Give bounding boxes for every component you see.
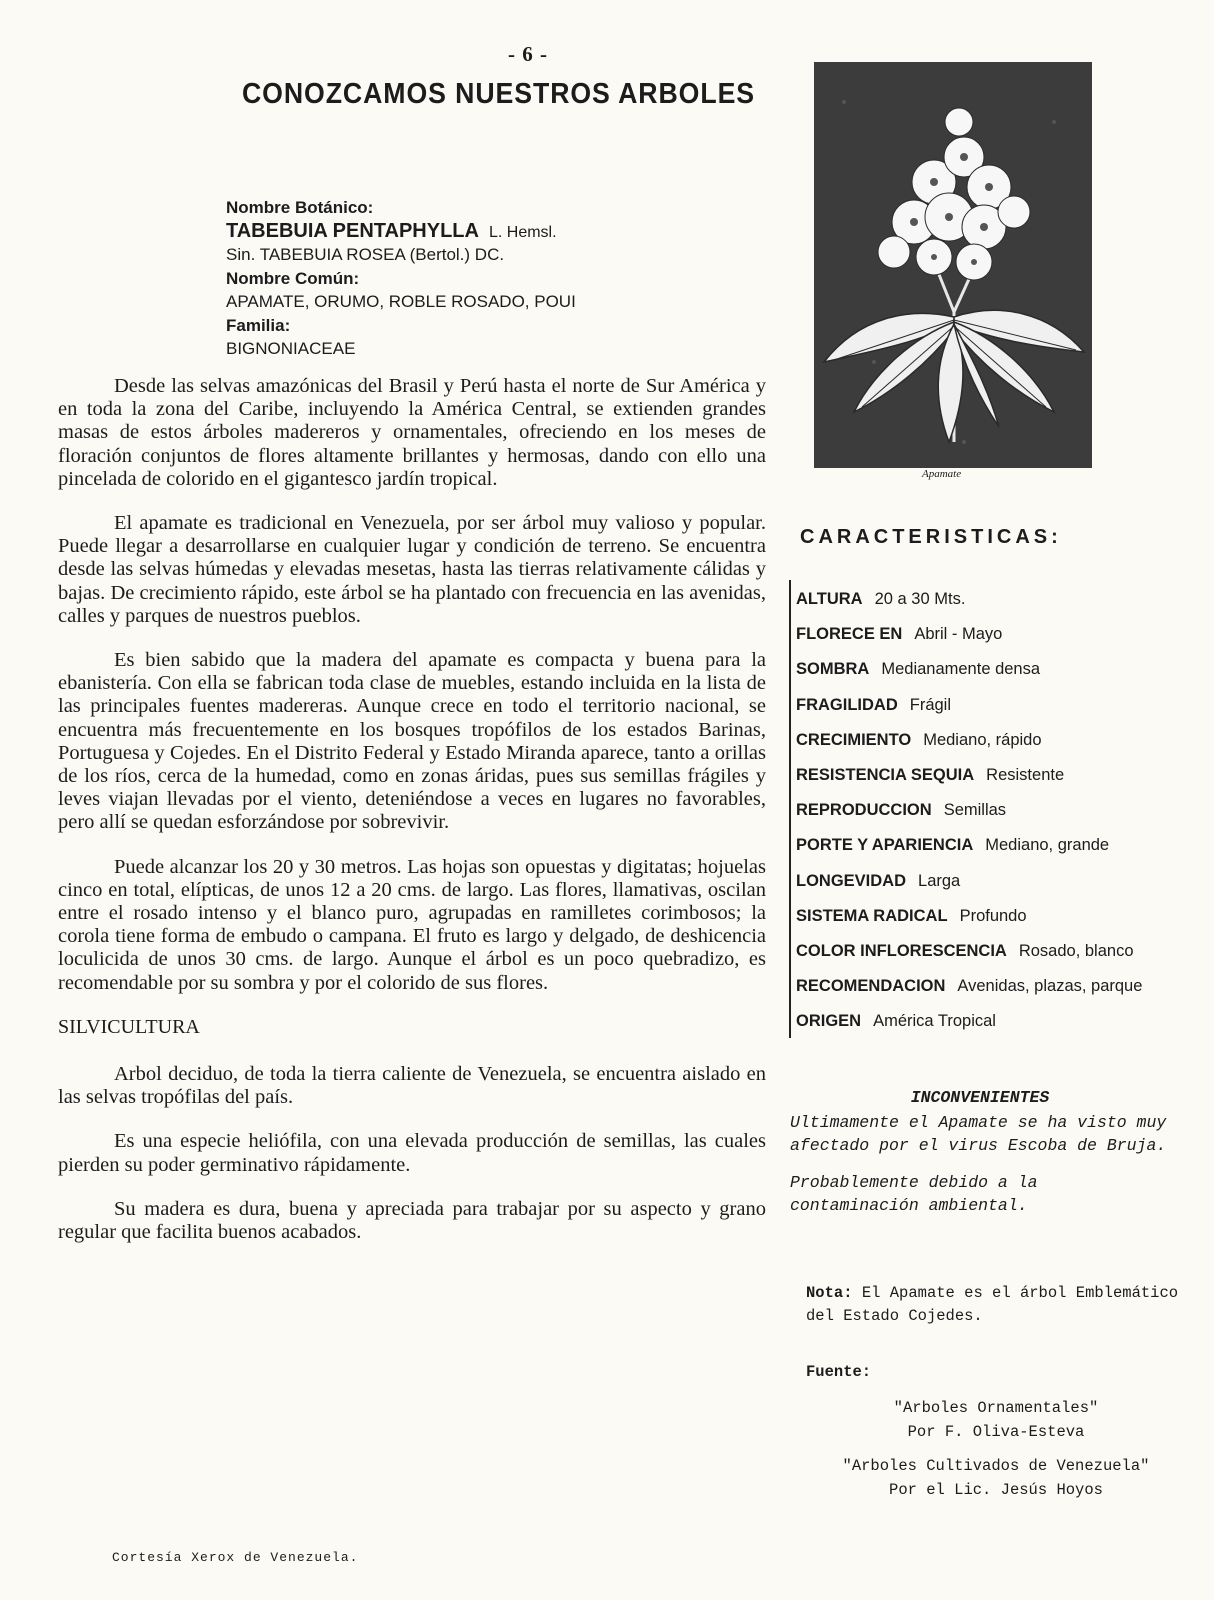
- inconvenientes-box: [790, 1086, 1170, 1231]
- source-title: "Arboles Ornamentales": [893, 1399, 1099, 1417]
- characteristic-key: LONGEVIDAD: [796, 871, 907, 890]
- characteristics-list: [796, 590, 1214, 1047]
- page-title: CONOZCAMOS NUESTROS ARBOLES: [242, 78, 756, 110]
- botanical-name-label: Nombre Botánico:: [226, 198, 374, 217]
- characteristic-row: [796, 801, 1214, 836]
- characteristic-value: Frágil: [909, 695, 952, 714]
- characteristic-value: Abril - Mayo: [914, 625, 1003, 644]
- page-number: - 6 -: [508, 42, 548, 66]
- characteristic-key: RECOMENDACION: [796, 977, 946, 996]
- characteristic-key: SISTEMA RADICAL: [796, 906, 948, 925]
- characteristic-value: Medianamente densa: [881, 660, 1041, 679]
- paragraph: Puede alcanzar los 20 y 30 metros. Las hojas son opuestas y digitatas; hojuelas cinco en total, elípticas, de unos 12 a 20 cms. de largo. Las flores, llamativas, oscilan entre el rosado intenso y el blanco puro, agrupadas en ramilletes corimbosos; la corola tiene forma de embudo o campana. El fruto es largo y delgado, de deshicencia loculicida de unos 30 cms. de largo. Aunque el árbol es un poco quebradizo, es recomendable por su sombra y por el colorido de sus flores.: [58, 855, 766, 994]
- characteristic-value: Avenidas, plazas, parque: [957, 977, 1143, 996]
- paragraph: Es bien sabido que la madera del apamate es compacta y buena para la ebanistería. Con ella se fabrican toda clase de muebles, estando incluida en la lista de las principales fuentes madereras. Aunque crece en todo el territorio nacional, se encuentra más frecuentemente en los bosques tropófilos de los estados Barinas, Portuguesa y Cojedes. En el Distrito Federal y Estado Miranda aparece, tanto a orillas de los ríos, cerca de la humedad, como en zonas áridas, pues sus semillas frágiles y leves viajan llevadas por el viento, deteniéndose a veces en lugares no favorables, pero allí se quedan esforzándose por sobrevivir.: [58, 649, 766, 834]
- characteristic-row: [796, 836, 1214, 871]
- characteristic-row: [796, 625, 1214, 660]
- characteristic-key: COLOR INFLORESCENCIA: [796, 941, 1007, 960]
- characteristic-value: Rosado, blanco: [1018, 941, 1134, 960]
- paragraph: Arbol deciduo, de toda la tierra caliente de Venezuela, se encuentra aislado en las selvas tropófilas del país.: [58, 1063, 766, 1109]
- characteristic-value: Larga: [918, 871, 961, 890]
- characteristic-key: REPRODUCCION: [796, 801, 932, 820]
- characteristic-row: [796, 977, 1214, 1012]
- synonym: Sin. TABEBUIA ROSEA (Bertol.) DC.: [226, 245, 505, 264]
- fuente-box: [806, 1360, 1186, 1502]
- scientific-name: TABEBUIA PENTAPHYLLA: [226, 220, 479, 242]
- scientific-author: L. Hemsl.: [488, 224, 557, 241]
- characteristic-row: [796, 766, 1214, 801]
- characteristic-row: [796, 942, 1214, 977]
- botanical-info: [226, 196, 786, 361]
- page-footer: Cortesía Xerox de Venezuela.: [112, 1550, 359, 1565]
- characteristic-key: FRAGILIDAD: [796, 695, 898, 714]
- common-names: APAMATE, ORUMO, ROBLE ROSADO, POUI: [226, 292, 576, 311]
- characteristic-row: [796, 590, 1214, 625]
- characteristic-value: 20 a 30 Mts.: [874, 590, 966, 608]
- characteristics-divider: [789, 580, 791, 1038]
- source-author: Por F. Oliva-Esteva: [907, 1423, 1085, 1441]
- source-author: Por el Lic. Jesús Hoyos: [889, 1481, 1103, 1499]
- flower-branch-drawing: [814, 62, 1092, 468]
- paragraph: Su madera es dura, buena y apreciada para trabajar por su aspecto y grano regular que facilita buenos acabados.: [58, 1197, 766, 1244]
- paragraph: Es una especie heliófila, con una elevada producción de semillas, las cuales pierden su poder germinativo rápidamente.: [58, 1130, 766, 1176]
- characteristic-key: PORTE Y APARIENCIA: [796, 836, 974, 855]
- characteristic-key: ALTURA: [796, 590, 863, 608]
- article-body: [58, 375, 766, 1265]
- paragraph: Desde las selvas amazónicas del Brasil y Perú hasta el norte de Sur América y en toda la zona del Caribe, incluyendo la América Central, se extienden grandes masas de estos árboles madereros y ornamentales, ofreciendo en los meses de floración conjuntos de flores altamente brillantes y hermosas, dando con ello una pincelada de colorido en el gigantesco jardín tropical.: [58, 375, 766, 490]
- section-heading-silvicultura: SILVICULTURA: [58, 1015, 200, 1038]
- characteristic-row: [796, 660, 1214, 695]
- characteristic-value: Resistente: [986, 765, 1065, 784]
- paragraph: El apamate es tradicional en Venezuela, por ser árbol muy valioso y popular. Puede llegar a desarrollarse en cualquier lugar y condición de terreno. Se encuentra desde las selvas húmedas y elevadas mesetas, hasta las tierras relativamente cálidas y bajas. De crecimiento rápido, este árbol se ha plantado con frecuencia en las avenidas, calles y parques de nuestros pueblos.: [58, 512, 766, 627]
- characteristics-title: CARACTERISTICAS:: [800, 526, 1062, 548]
- inconvenientes-text: Ultimamente el Apamate se ha visto muy afectado por el virus Escoba de Bruja.: [790, 1113, 1167, 1155]
- nota-label: Nota:: [806, 1284, 853, 1302]
- characteristic-key: ORIGEN: [796, 1012, 862, 1031]
- characteristic-value: América Tropical: [873, 1012, 996, 1031]
- characteristic-key: RESISTENCIA SEQUIA: [796, 765, 975, 784]
- characteristic-row: [796, 1012, 1214, 1047]
- characteristic-value: Profundo: [959, 906, 1027, 925]
- family-label: Familia:: [226, 316, 291, 335]
- fuente-label: Fuente:: [806, 1363, 872, 1381]
- characteristic-key: CRECIMIENTO: [796, 730, 912, 749]
- characteristic-row: [796, 907, 1214, 942]
- characteristic-value: Semillas: [943, 801, 1007, 820]
- nota-box: [806, 1282, 1186, 1328]
- characteristic-value: Mediano, rápido: [923, 730, 1042, 749]
- inconvenientes-title: INCONVENIENTES: [910, 1088, 1050, 1107]
- apamate-illustration: [814, 62, 1092, 468]
- characteristic-row: [796, 872, 1214, 907]
- characteristic-row: [796, 731, 1214, 766]
- characteristic-row: [796, 696, 1214, 731]
- family-name: BIGNONIACEAE: [226, 339, 356, 358]
- nota-text: El Apamate es el árbol Emblemático del Estado Cojedes.: [806, 1284, 1179, 1325]
- characteristic-key: SOMBRA: [796, 660, 870, 679]
- common-name-label: Nombre Común:: [226, 269, 360, 288]
- source-title: "Arboles Cultivados de Venezuela": [842, 1457, 1150, 1475]
- inconvenientes-text: Probablemente debido a la contaminación ambiental.: [790, 1173, 1038, 1215]
- illustration-caption: Apamate: [922, 468, 962, 480]
- characteristic-value: Mediano, grande: [985, 836, 1110, 855]
- characteristic-key: FLORECE EN: [796, 625, 903, 644]
